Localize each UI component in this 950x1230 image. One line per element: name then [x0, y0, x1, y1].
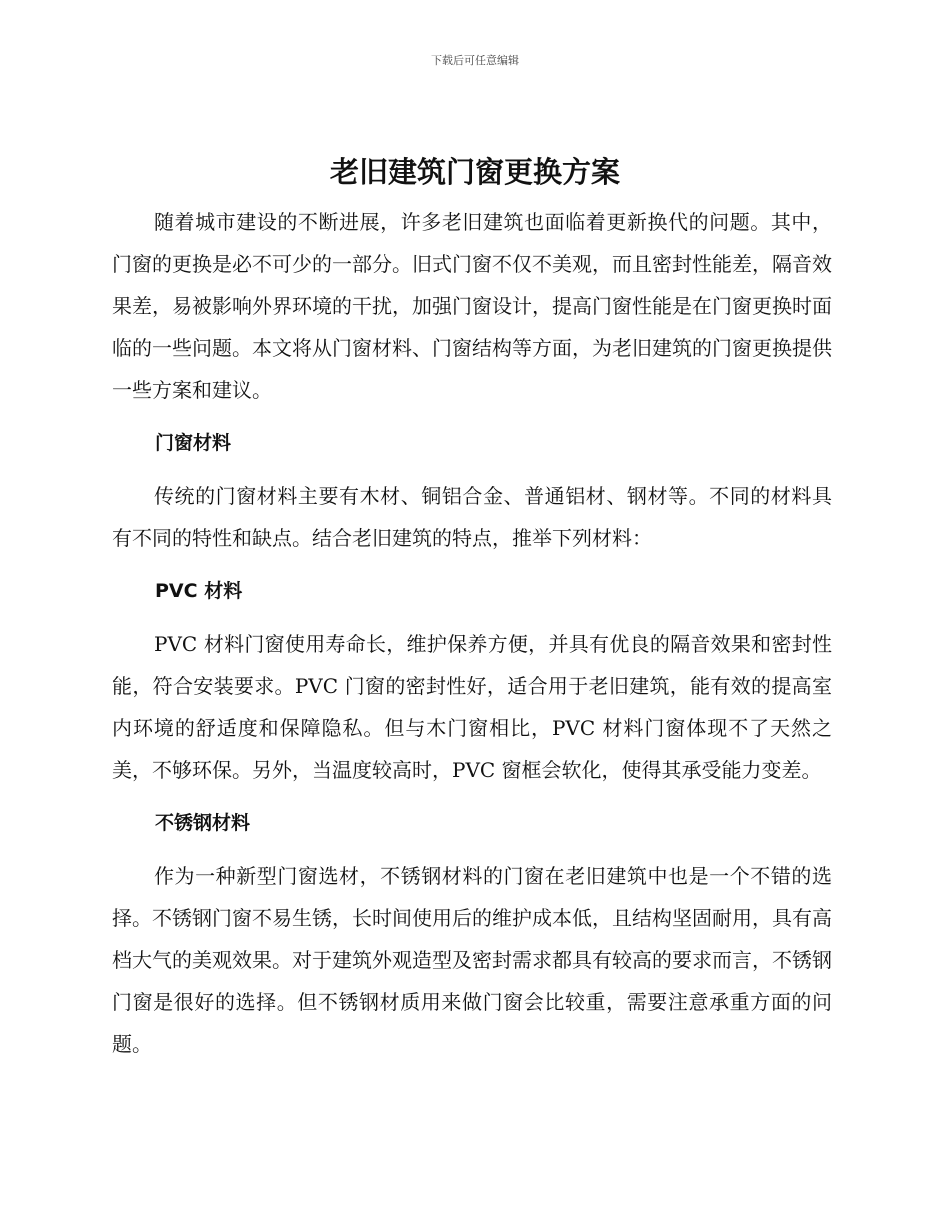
section-heading-stainless-steel: 不锈钢材料 [155, 812, 251, 834]
section-heading-pvc: PVC 材料 [155, 580, 243, 602]
section-heading-materials: 门窗材料 [155, 432, 232, 454]
section-paragraph-materials: 传统的门窗材料主要有木材、铜铝合金、普通铝材、钢材等。不同的材料具有不同的特性和缺点。结合老旧建筑的特点，推举下列材料： [112, 484, 832, 550]
intro-paragraph: 随着城市建设的不断进展，许多老旧建筑也面临着更新换代的问题。其中，门窗的更换是必不可少的一部分。旧式门窗不仅不美观，而且密封性能差，隔音效果差，易被影响外界环境的干扰，加强门窗设计，提高门窗性能是在门窗更换时面临的一些问题。本文将从门窗材料、门窗结构等方面，为老旧建筑的门窗更换提供一些方案和建议。 [112, 210, 832, 402]
section-paragraph-stainless-steel: 作为一种新型门窗选材，不锈钢材料的门窗在老旧建筑中也是一个不错的选择。不锈钢门窗不易生锈，长时间使用后的维护成本低，且结构坚固耐用，具有高档大气的美观效果。对于建筑外观造型及密封需求都具有较高的要求而言，不锈钢门窗是很好的选择。但不锈钢材质用来做门窗会比较重，需要注意承重方面的问题。 [112, 864, 832, 1056]
section-paragraph-pvc: PVC 材料门窗使用寿命长，维护保养方便，并具有优良的隔音效果和密封性能，符合安装要求。PVC 门窗的密封性好，适合用于老旧建筑，能有效的提高室内环境的舒适度和保障隐私。但与木门窗相比，PVC 材料门窗体现不了天然之美，不够环保。另外，当温度较高时，PVC 窗框会软化，使得其承受能力变差。 [112, 632, 832, 782]
page-header-note: 下载后可任意编辑 [431, 54, 519, 67]
document-title: 老旧建筑门窗更换方案 [329, 155, 620, 189]
document-body [112, 201, 832, 1065]
